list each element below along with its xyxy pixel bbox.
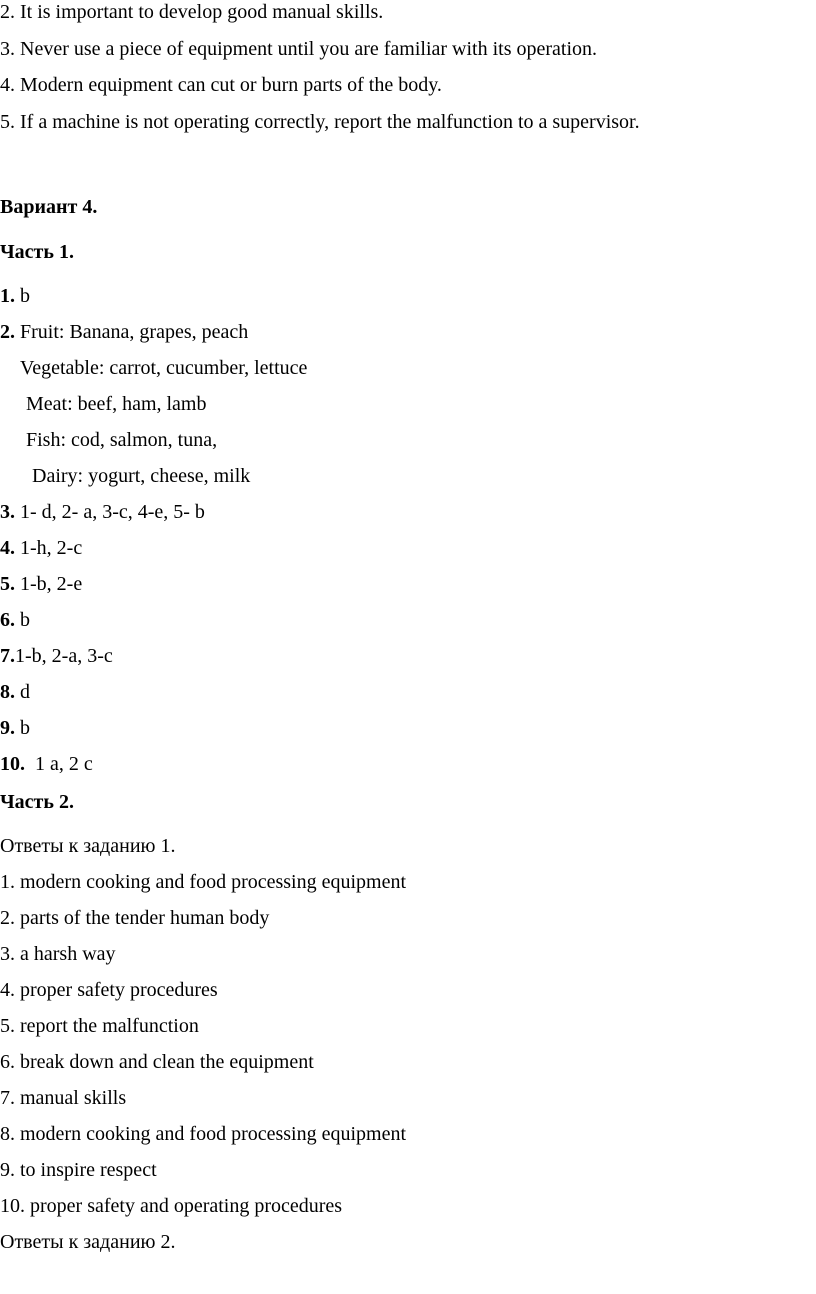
- answer-text: 1-b, 2-e: [15, 573, 83, 595]
- task1-answer: 1. modern cooking and food processing equipment: [0, 871, 407, 893]
- answer-number: 10.: [0, 753, 25, 775]
- task1-answer: 5. report the malfunction: [0, 1015, 199, 1037]
- part1-answer: [0, 716, 30, 740]
- part1-answer: [0, 608, 30, 632]
- task1-heading: Ответы к заданию 1.: [0, 835, 176, 857]
- task1-answer: 6. break down and clean the equipment: [0, 1051, 314, 1073]
- task1-answer: 3. a harsh way: [0, 943, 116, 965]
- part1-answer: [0, 680, 30, 704]
- answer-text: b: [15, 717, 30, 739]
- answer-number: 2.: [0, 321, 15, 343]
- answer-text: d: [15, 681, 30, 703]
- task1-answer: 2. parts of the tender human body: [0, 907, 270, 929]
- answer-number: 4.: [0, 537, 15, 559]
- part1-answer-continuation: Fish: cod, salmon, tuna,: [26, 429, 218, 451]
- answer-number: 1.: [0, 285, 15, 307]
- part1-answer-continuation: Vegetable: carrot, cucumber, lettuce: [20, 357, 308, 379]
- part1-answer: [0, 572, 82, 596]
- task1-answer: 8. modern cooking and food processing equipment: [0, 1123, 407, 1145]
- answer-text: 1 a, 2 c: [25, 753, 93, 775]
- answer-text: 1- d, 2- a, 3-c, 4-e, 5- b: [15, 501, 205, 523]
- part1-answer-continuation: Meat: beef, ham, lamb: [26, 393, 207, 415]
- answer-number: 8.: [0, 681, 15, 703]
- part1-answer: [0, 500, 205, 524]
- part1-title: Часть 1.: [0, 241, 74, 263]
- task1-answer: 4. proper safety procedures: [0, 979, 218, 1001]
- answer-text: 1-h, 2-c: [15, 537, 83, 559]
- task1-answer: 7. manual skills: [0, 1087, 127, 1109]
- part1-answer: [0, 752, 93, 776]
- intro-list-item: 2. It is important to develop good manual skills.: [0, 1, 384, 23]
- intro-list-item: 5. If a machine is not operating correctly, report the malfunction to a supervisor.: [0, 111, 640, 133]
- answer-number: 6.: [0, 609, 15, 631]
- answer-number: 7.: [0, 645, 15, 667]
- part1-answer: [0, 536, 82, 560]
- answer-text: Fruit: Banana, grapes, peach: [15, 321, 249, 343]
- answer-number: 9.: [0, 717, 15, 739]
- task1-answer: 10. proper safety and operating procedures: [0, 1195, 343, 1217]
- part1-answer-continuation: Dairy: yogurt, cheese, milk: [32, 465, 251, 487]
- intro-list-item: 4. Modern equipment can cut or burn parts of the body.: [0, 74, 442, 96]
- intro-list-item: 3. Never use a piece of equipment until you are familiar with its operation.: [0, 38, 598, 60]
- task1-answer: 9. to inspire respect: [0, 1159, 157, 1181]
- answer-number: 5.: [0, 573, 15, 595]
- variant-title: Вариант 4.: [0, 196, 98, 218]
- part2-title: Часть 2.: [0, 791, 74, 813]
- answer-text: b: [15, 285, 30, 307]
- task2-heading: Ответы к заданию 2.: [0, 1231, 176, 1253]
- answer-number: 3.: [0, 501, 15, 523]
- part1-answer: [0, 284, 30, 308]
- answer-text: 1-b, 2-a, 3-c: [15, 645, 113, 667]
- answer-text: b: [15, 609, 30, 631]
- part1-answer: [0, 320, 248, 344]
- part1-answer: [0, 644, 113, 668]
